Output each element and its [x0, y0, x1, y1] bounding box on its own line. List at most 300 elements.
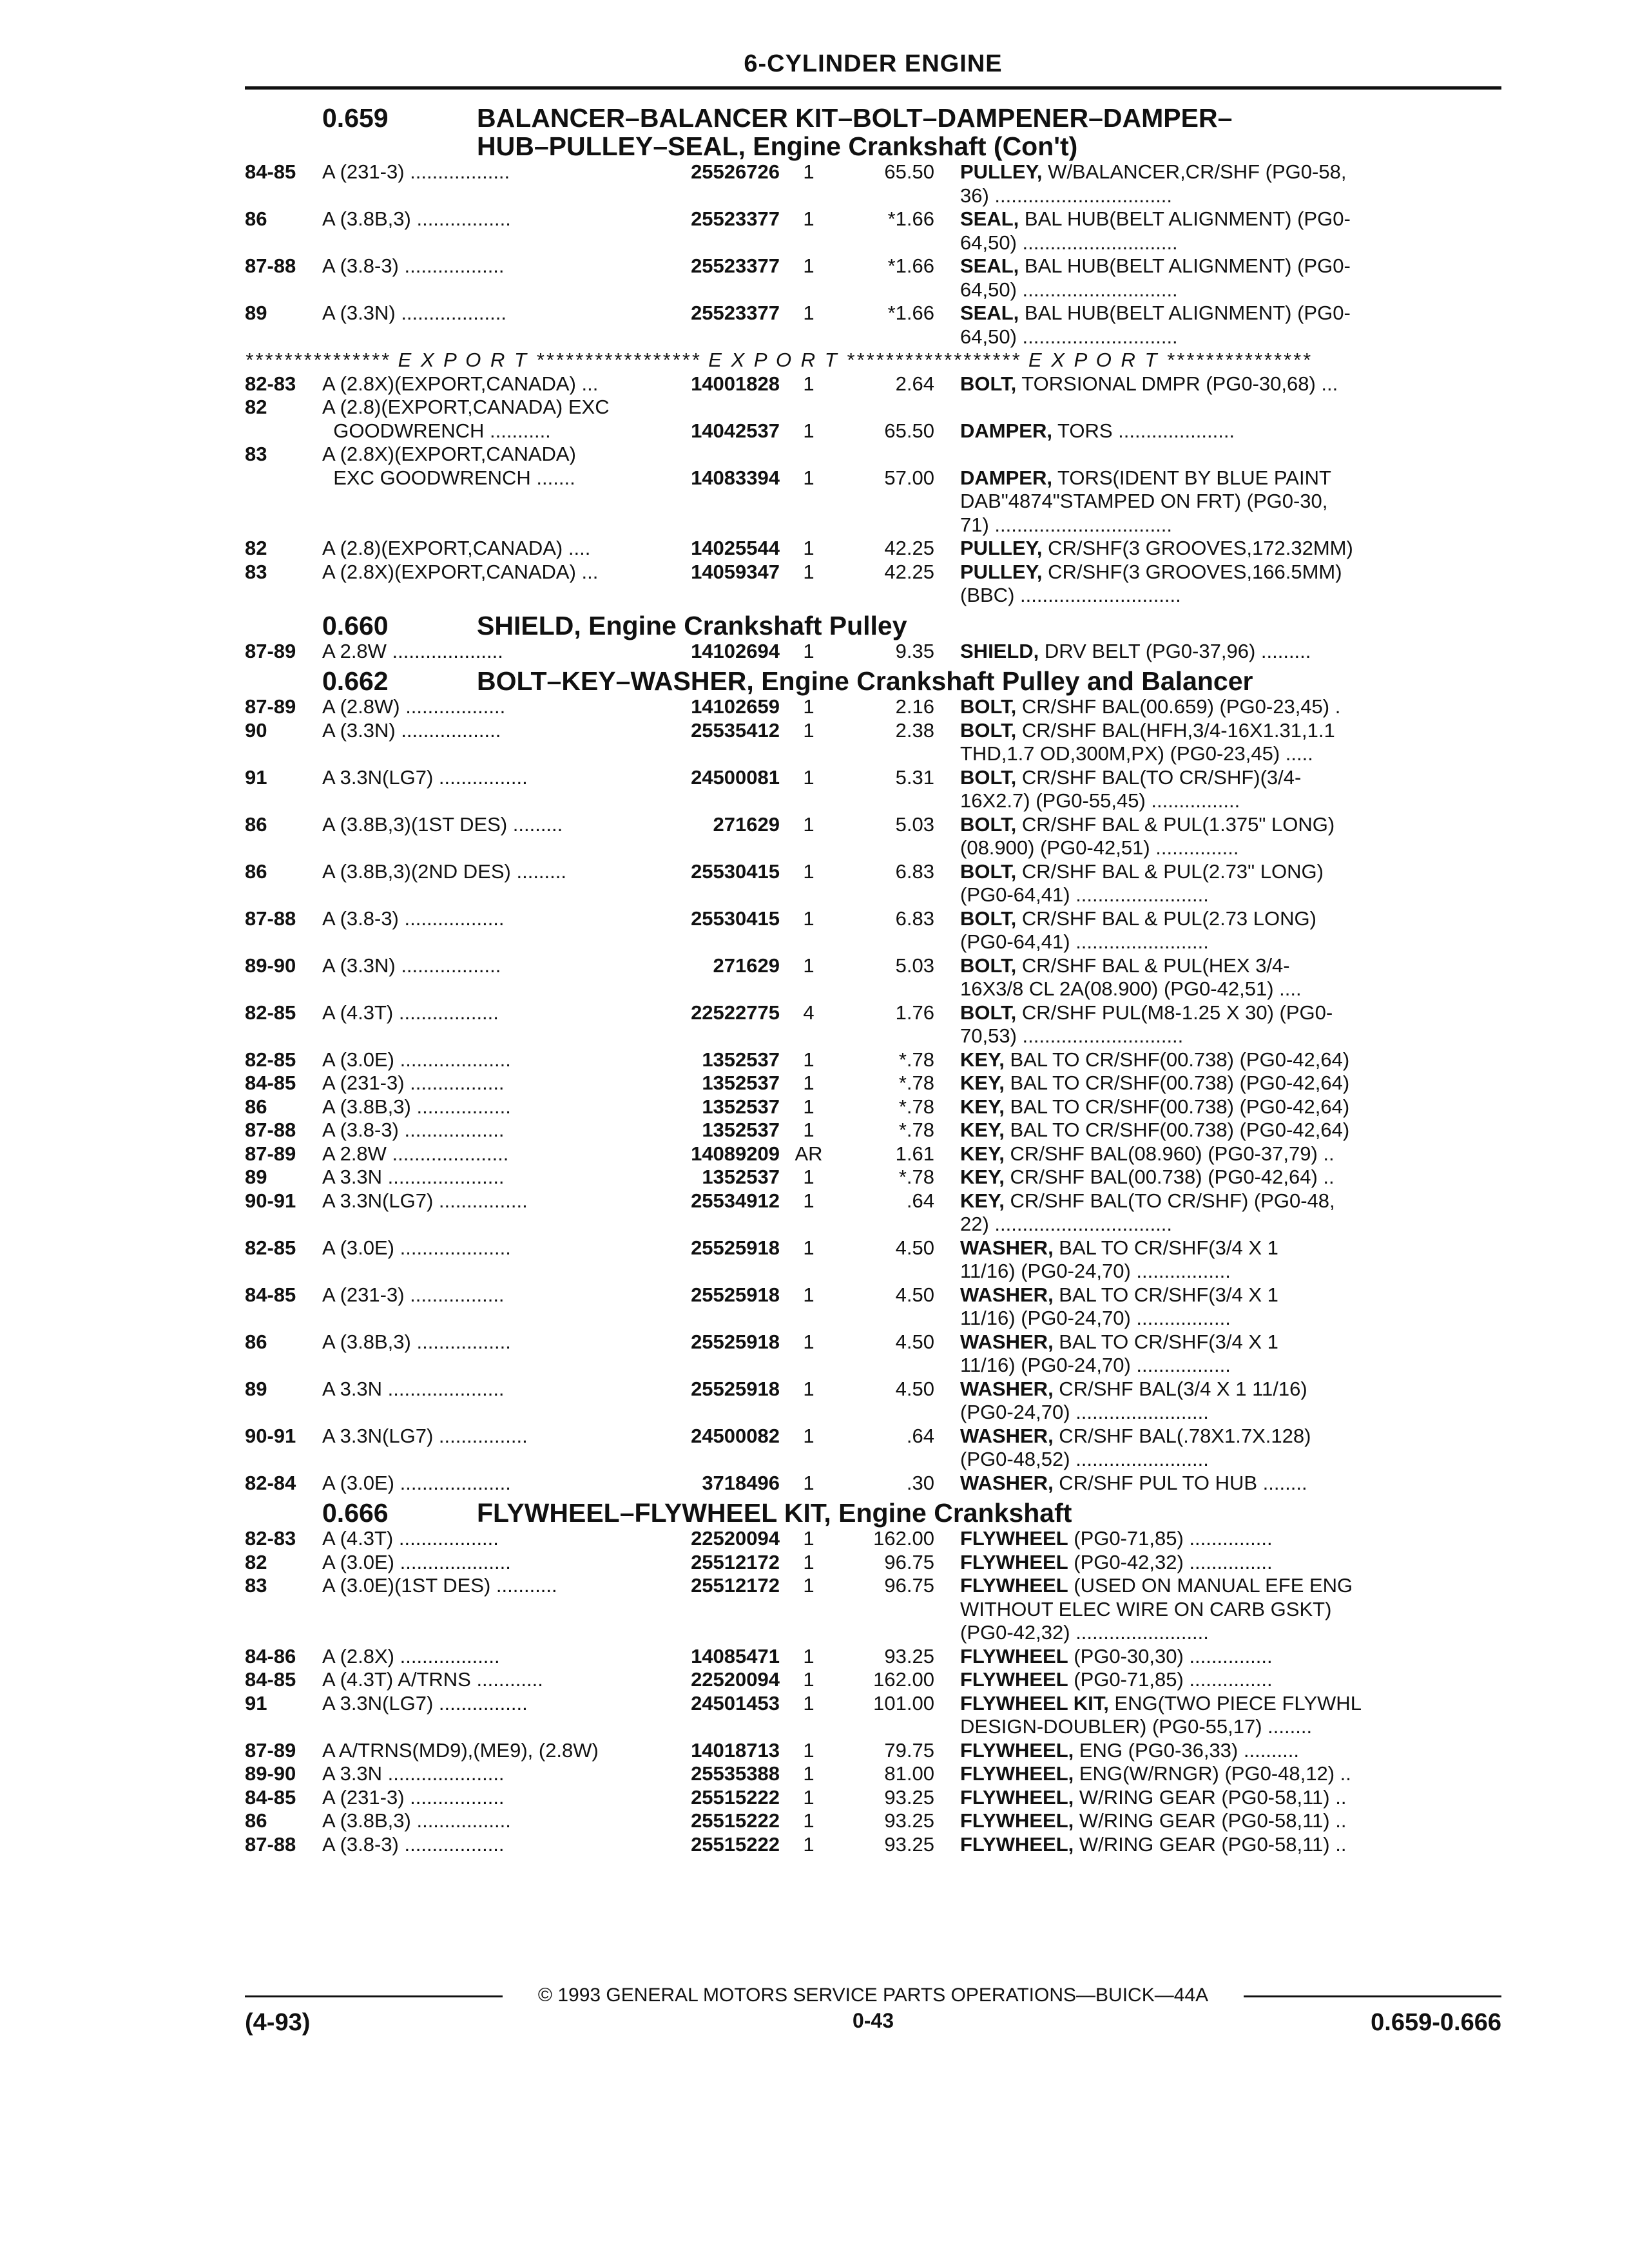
application: A 3.3N ..................... [322, 1166, 505, 1188]
footer-page-number: 0-43 [852, 2009, 894, 2032]
list-price: *1.66 [887, 302, 934, 324]
list-price: 93.25 [884, 1785, 934, 1809]
group-title: SHIELD, Engine Crankshaft Pulley [477, 610, 907, 640]
part-name: BOLT, [960, 812, 1017, 836]
part-number: 1352537 [702, 1072, 780, 1094]
application: A (3.0E) .................... [322, 1550, 511, 1573]
application: A (3.8B,3) ................. [322, 1809, 511, 1832]
part-description-detail: CR/SHF BAL(HFH,3/4-16X1.31,1.1 THD,1.7 OD,300M,PX) (PG0-23,45) ..... [960, 718, 1335, 765]
part-number: 25530415 [691, 907, 780, 930]
page-header-title: 6-CYLINDER ENGINE [744, 50, 1003, 77]
quantity: 1 [803, 1738, 815, 1762]
model-years: 87-89 [245, 695, 296, 718]
application: A 2.8W ..................... [322, 1142, 509, 1165]
part-description-detail: W/RING GEAR (PG0-58,11) .. [1074, 1785, 1347, 1809]
part-description [960, 302, 1501, 349]
list-price: 57.00 [884, 466, 934, 489]
part-description [960, 1692, 1501, 1739]
list-price: .64 [906, 1189, 934, 1212]
header-rule [245, 86, 1501, 90]
model-years: 87-89 [245, 1142, 296, 1165]
part-number: 3718496 [702, 1471, 780, 1494]
part-number: 24500082 [691, 1424, 780, 1447]
part-row [245, 954, 1501, 1001]
quantity: 1 [803, 1550, 815, 1573]
part-name: SEAL, [960, 255, 1019, 277]
part-number: 14089209 [691, 1142, 780, 1165]
part-name: WASHER, [960, 1471, 1054, 1494]
application: A (3.8-3) .................. [322, 255, 505, 277]
model-years: 82-84 [245, 1471, 296, 1494]
application: A (3.8-3) .................. [322, 1832, 505, 1856]
part-name: WASHER, [960, 1377, 1054, 1400]
quantity: 1 [803, 419, 815, 442]
part-description [960, 443, 1501, 537]
part-description-detail: W/BALANCER,CR/SHF (PG0-58, 36) ................................ [960, 160, 1347, 207]
quantity: 1 [803, 1283, 815, 1306]
model-years: 87-89 [245, 1738, 296, 1762]
quantity: 1 [803, 466, 815, 489]
application: A (3.8B,3)(2ND DES) ......... [322, 860, 566, 883]
part-row [245, 695, 1501, 719]
part-description-detail: (PG0-30,30) ............... [1068, 1644, 1273, 1667]
application: A (3.0E) .................... [322, 1236, 511, 1259]
part-description [960, 719, 1501, 766]
application: A (2.8X) .................. [322, 1644, 500, 1667]
part-row [245, 255, 1501, 302]
quantity: 1 [803, 812, 815, 836]
part-row [245, 1095, 1501, 1119]
part-name: BOLT, [960, 718, 1017, 742]
application: A (3.3N) ................... [322, 302, 506, 324]
list-price: 81.00 [884, 1762, 934, 1785]
part-number: 25525918 [691, 1236, 780, 1259]
part-description [960, 396, 1501, 443]
part-number: 14018713 [691, 1738, 780, 1762]
part-number: 271629 [713, 954, 780, 977]
model-years: 89 [245, 1377, 267, 1400]
quantity: 1 [803, 1809, 815, 1832]
part-row [245, 1425, 1501, 1472]
list-price: *1.66 [887, 255, 934, 277]
footer-rule-right [1244, 1995, 1501, 1997]
model-years: 84-85 [245, 1072, 296, 1094]
part-description [960, 1809, 1501, 1833]
model-years: 89-90 [245, 1762, 296, 1785]
part-number: 14025544 [691, 537, 780, 559]
list-price: *.78 [898, 1119, 934, 1141]
application: A (3.8-3) .................. [322, 907, 505, 930]
part-description-detail: CR/SHF BAL & PUL(2.73" LONG) (PG0-64,41) ........................ [960, 860, 1324, 906]
part-name: BOLT, [960, 907, 1017, 930]
part-name: FLYWHEEL [960, 1668, 1068, 1691]
application: A 3.3N(LG7) ................ [322, 1691, 528, 1715]
part-row [245, 1283, 1501, 1331]
application: A (231-3) ................. [322, 1785, 505, 1809]
quantity: 1 [803, 1574, 815, 1597]
part-description-detail: CR/SHF BAL(08.960) (PG0-37,79) .. [1004, 1142, 1335, 1165]
model-years: 90 [245, 718, 267, 742]
quantity: 1 [803, 1644, 815, 1667]
quantity: 1 [803, 160, 815, 183]
part-name: BOLT, [960, 765, 1017, 789]
list-price: 4.50 [895, 1377, 934, 1400]
list-price: *.78 [898, 1072, 934, 1094]
part-row [245, 1048, 1501, 1072]
part-number: 25530415 [691, 860, 780, 883]
part-description-detail: ENG(TWO PIECE FLYWHL DESIGN-DOUBLER) (PG0-55,17) ........ [960, 1691, 1362, 1738]
part-description [960, 1189, 1501, 1236]
part-name: FLYWHEEL [960, 1574, 1068, 1597]
quantity: 1 [803, 1072, 815, 1094]
application: A (2.8W) .................. [322, 695, 506, 718]
part-row [245, 1809, 1501, 1833]
part-number: 22522775 [691, 1001, 780, 1024]
part-number: 24501453 [691, 1691, 780, 1715]
part-name: FLYWHEEL, [960, 1762, 1074, 1785]
part-description [960, 1378, 1501, 1425]
list-price: 6.83 [895, 860, 934, 883]
model-years: 86 [245, 207, 267, 230]
part-number: 14102659 [691, 695, 780, 718]
list-price: 2.38 [895, 718, 934, 742]
quantity: 1 [803, 1166, 815, 1188]
part-name: BOLT, [960, 372, 1017, 395]
quantity: 4 [803, 1001, 815, 1024]
part-number: 25515222 [691, 1832, 780, 1856]
part-row [245, 907, 1501, 954]
application: A (2.8X)(EXPORT,CANADA) ... [322, 560, 599, 583]
part-number: 1352537 [702, 1048, 780, 1071]
part-row [245, 766, 1501, 813]
application: A (3.3N) .................. [322, 954, 501, 977]
group-title: BOLT–KEY–WASHER, Engine Crankshaft Pulley and Balancer [477, 666, 1253, 696]
part-number: 25523377 [691, 302, 780, 324]
export-divider: *************** E X P O R T ***************** E X P O R T ****************** E X P O R T *************** [245, 349, 1312, 371]
footer-rule-left [245, 1995, 503, 1997]
part-name: KEY, [960, 1119, 1005, 1141]
list-price: 1.76 [895, 1001, 934, 1024]
model-years: 86 [245, 1809, 267, 1832]
quantity: 1 [803, 695, 815, 718]
quantity: 1 [803, 207, 815, 230]
part-number: 14085471 [691, 1644, 780, 1667]
part-description-detail: CR/SHF(3 GROOVES,166.5MM) (BBC) ............................. [960, 560, 1342, 606]
part-number: 25534912 [691, 1189, 780, 1212]
list-price: 93.25 [884, 1832, 934, 1856]
model-years: 86 [245, 1095, 267, 1118]
model-years: 82-85 [245, 1236, 296, 1259]
list-price: 4.50 [895, 1283, 934, 1306]
part-description [960, 160, 1501, 207]
part-description [960, 372, 1501, 396]
list-price: *1.66 [887, 207, 934, 230]
model-years: 83 [245, 1574, 267, 1597]
part-row [245, 1119, 1501, 1142]
quantity: 1 [803, 1527, 815, 1550]
quantity: AR [795, 1142, 823, 1165]
part-row [245, 719, 1501, 766]
part-row [245, 1236, 1501, 1283]
list-price: 93.25 [884, 1644, 934, 1667]
part-name: PULLEY, [960, 560, 1043, 583]
application: A 3.3N ..................... [322, 1762, 505, 1785]
part-number: 25512172 [691, 1550, 780, 1573]
part-number: 25535388 [691, 1762, 780, 1785]
quantity: 1 [803, 1119, 815, 1141]
part-row [245, 302, 1501, 349]
part-row [245, 207, 1501, 255]
part-description-detail: BAL TO CR/SHF(00.738) (PG0-42,64) [1004, 1095, 1350, 1118]
part-name: WASHER, [960, 1330, 1054, 1353]
quantity: 1 [803, 1668, 815, 1691]
part-name: FLYWHEEL [960, 1527, 1068, 1550]
part-description-detail: CR/SHF BAL(TO CR/SHF)(3/4- 16X2.7) (PG0-55,45) ................ [960, 765, 1302, 812]
model-years: 82 [245, 1550, 267, 1573]
part-row [245, 1189, 1501, 1236]
part-description [960, 1668, 1501, 1692]
quantity: 1 [803, 639, 815, 662]
quantity: 1 [803, 765, 815, 789]
list-price: 9.35 [895, 639, 934, 662]
part-row [245, 1645, 1501, 1669]
part-row [245, 1142, 1501, 1166]
part-name: KEY, [960, 1072, 1005, 1094]
quantity: 1 [803, 537, 815, 559]
list-price: 96.75 [884, 1550, 934, 1573]
application: A (231-3) .................. [322, 160, 510, 183]
list-price: 162.00 [873, 1527, 934, 1550]
part-row [245, 640, 1501, 664]
part-name: KEY, [960, 1142, 1005, 1165]
parts-listing [245, 100, 1501, 1856]
part-row [245, 372, 1501, 396]
group-code: 0.659 [322, 103, 389, 133]
application: A (3.0E) .................... [322, 1048, 511, 1071]
application: A (3.8B,3) ................. [322, 207, 511, 230]
application: A (4.3T) .................. [322, 1001, 499, 1024]
part-row [245, 1574, 1501, 1645]
part-description [960, 1574, 1501, 1645]
part-number: 22520094 [691, 1668, 780, 1691]
part-description-detail: CR/SHF BAL(00.738) (PG0-42,64) .. [1004, 1166, 1335, 1188]
part-name: SEAL, [960, 302, 1019, 324]
list-price: .30 [906, 1471, 934, 1494]
part-row [245, 561, 1501, 608]
section-header [245, 1499, 1501, 1527]
application: A (2.8X)(EXPORT,CANADA) EXC GOODWRENCH ....... [322, 443, 576, 489]
list-price: *.78 [898, 1166, 934, 1188]
group-code: 0.660 [322, 610, 389, 640]
model-years: 89 [245, 302, 267, 324]
part-name: DAMPER, [960, 419, 1052, 442]
part-number: 22520094 [691, 1527, 780, 1550]
part-description [960, 255, 1501, 302]
part-name: FLYWHEEL, [960, 1809, 1074, 1832]
model-years: 87-88 [245, 1119, 296, 1141]
part-description-detail: CR/SHF BAL & PUL(1.375" LONG) (08.900) (PG0-42,51) ............... [960, 812, 1335, 859]
model-years: 87-89 [245, 639, 296, 662]
quantity: 1 [803, 1424, 815, 1447]
model-years: 90-91 [245, 1424, 296, 1447]
list-price: 4.50 [895, 1236, 934, 1259]
part-description [960, 907, 1501, 954]
model-years: 89-90 [245, 954, 296, 977]
part-description-detail: CR/SHF BAL(.78X1.7X.128) (PG0-48,52) ........................ [960, 1424, 1311, 1470]
part-number: 25523377 [691, 207, 780, 230]
part-row [245, 1833, 1501, 1857]
part-name: SHIELD, [960, 639, 1039, 662]
part-description [960, 1095, 1501, 1119]
part-description [960, 860, 1501, 907]
part-name: FLYWHEEL, [960, 1738, 1074, 1762]
application: A (2.8)(EXPORT,CANADA) .... [322, 537, 591, 559]
application: A A/TRNS(MD9),(ME9), (2.8W) [322, 1738, 599, 1762]
list-price: 42.25 [884, 560, 934, 583]
model-years: 87-88 [245, 1832, 296, 1856]
part-description-detail: (PG0-71,85) ............... [1068, 1527, 1273, 1550]
part-name: KEY, [960, 1189, 1005, 1212]
list-price: 65.50 [884, 160, 934, 183]
part-description [960, 561, 1501, 608]
application: A (4.3T) A/TRNS ............ [322, 1668, 543, 1691]
model-years: 82 [245, 396, 267, 418]
part-number: 25525918 [691, 1283, 780, 1306]
part-name: FLYWHEEL, [960, 1785, 1074, 1809]
part-description [960, 1472, 1501, 1495]
part-description [960, 1236, 1501, 1283]
part-description [960, 1833, 1501, 1857]
group-title: FLYWHEEL–FLYWHEEL KIT, Engine Crankshaft [477, 1498, 1072, 1528]
part-row [245, 1762, 1501, 1786]
model-years: 84-85 [245, 1668, 296, 1691]
model-years: 84-85 [245, 1785, 296, 1809]
part-description [960, 954, 1501, 1001]
part-description [960, 537, 1501, 561]
part-description-detail: CR/SHF PUL(M8-1.25 X 30) (PG0- 70,53) ............................. [960, 1001, 1333, 1047]
model-years: 82-85 [245, 1048, 296, 1071]
part-name: PULLEY, [960, 537, 1043, 559]
part-name: PULLEY, [960, 160, 1043, 183]
part-row [245, 160, 1501, 207]
part-number: 25515222 [691, 1809, 780, 1832]
part-description [960, 1527, 1501, 1551]
list-price: 42.25 [884, 537, 934, 559]
quantity: 1 [803, 1785, 815, 1809]
quantity: 1 [803, 1832, 815, 1856]
group-title: BALANCER–BALANCER KIT–BOLT–DAMPENER–DAMPER– HUB–PULLEY–SEAL, Engine Crankshaft (Con't) [477, 103, 1233, 161]
part-description-detail: BAL TO CR/SHF(3/4 X 1 11/16) (PG0-24,70) ................. [960, 1236, 1278, 1282]
part-name: BOLT, [960, 954, 1017, 977]
list-price: 65.50 [884, 419, 934, 442]
part-number: 271629 [713, 812, 780, 836]
model-years: 84-85 [245, 1283, 296, 1306]
part-description-detail: CR/SHF BAL & PUL(2.73 LONG) (PG0-64,41) ........................ [960, 907, 1316, 953]
application: A (2.8X)(EXPORT,CANADA) ... [322, 372, 599, 395]
part-name: BOLT, [960, 860, 1017, 883]
part-description [960, 1166, 1501, 1189]
model-years: 84-86 [245, 1644, 296, 1667]
part-description [960, 1645, 1501, 1669]
part-description [960, 1762, 1501, 1786]
part-description [960, 1048, 1501, 1072]
model-years: 86 [245, 812, 267, 836]
part-row [245, 1786, 1501, 1810]
list-price: *.78 [898, 1048, 934, 1071]
part-name: KEY, [960, 1095, 1005, 1118]
list-price: 79.75 [884, 1738, 934, 1762]
application: A 2.8W .................... [322, 639, 503, 662]
part-name: WASHER, [960, 1283, 1054, 1306]
part-description-detail: BAL TO CR/SHF(3/4 X 1 11/16) (PG0-24,70) ................. [960, 1283, 1278, 1329]
application: A (3.3N) .................. [322, 718, 501, 742]
list-price: 5.03 [895, 812, 934, 836]
application: A (231-3) ................. [322, 1072, 505, 1094]
application: A (231-3) ................. [322, 1283, 505, 1306]
list-price: 101.00 [873, 1691, 934, 1715]
application: A (3.8B,3)(1ST DES) ......... [322, 812, 563, 836]
part-name: FLYWHEEL, [960, 1832, 1074, 1856]
section-header [245, 104, 1501, 160]
part-name: FLYWHEEL [960, 1550, 1068, 1573]
part-description [960, 766, 1501, 813]
model-years: 91 [245, 1691, 267, 1715]
part-description [960, 207, 1501, 255]
application: A (4.3T) .................. [322, 1527, 499, 1550]
part-number: 25535412 [691, 718, 780, 742]
part-number: 14059347 [691, 560, 780, 583]
model-years: 87-88 [245, 255, 296, 277]
part-row [245, 813, 1501, 860]
list-price: 93.25 [884, 1809, 934, 1832]
application: A 3.3N(LG7) ................ [322, 1189, 528, 1212]
part-description [960, 1001, 1501, 1048]
part-description [960, 1283, 1501, 1331]
part-row [245, 1668, 1501, 1692]
list-price: *.78 [898, 1095, 934, 1118]
part-name: BOLT, [960, 695, 1017, 718]
part-description-detail: BAL HUB(BELT ALIGNMENT) (PG0- 64,50) ............................ [960, 255, 1351, 301]
part-row [245, 396, 1501, 443]
part-number: 24500081 [691, 765, 780, 789]
part-number: 25525918 [691, 1377, 780, 1400]
footer-revision: (4-93) [245, 2009, 311, 2036]
application: A (3.0E) .................... [322, 1471, 511, 1494]
part-row [245, 1472, 1501, 1495]
part-description-detail: CR/SHF BAL(TO CR/SHF) (PG0-48, 22) ................................ [960, 1189, 1335, 1235]
part-row [245, 1378, 1501, 1425]
model-years: 89 [245, 1166, 267, 1188]
part-number: 14001828 [691, 372, 780, 395]
model-years: 86 [245, 1330, 267, 1353]
part-number: 25523377 [691, 255, 780, 277]
part-description-detail: TORS ..................... [1052, 419, 1235, 442]
model-years: 84-85 [245, 160, 296, 183]
quantity: 1 [803, 255, 815, 277]
part-row [245, 860, 1501, 907]
part-description [960, 1739, 1501, 1763]
part-description-detail: BAL TO CR/SHF(00.738) (PG0-42,64) [1004, 1119, 1350, 1141]
part-description-detail: ENG (PG0-36,33) .......... [1074, 1738, 1299, 1762]
list-price: 162.00 [873, 1668, 934, 1691]
part-description-detail: BAL TO CR/SHF(3/4 X 1 11/16) (PG0-24,70) ................. [960, 1330, 1278, 1376]
application: A (3.8-3) .................. [322, 1119, 505, 1141]
quantity: 1 [803, 954, 815, 977]
part-number: 14083394 [691, 466, 780, 489]
part-number: 25525918 [691, 1330, 780, 1353]
quantity: 1 [803, 860, 815, 883]
list-price: 5.31 [895, 765, 934, 789]
